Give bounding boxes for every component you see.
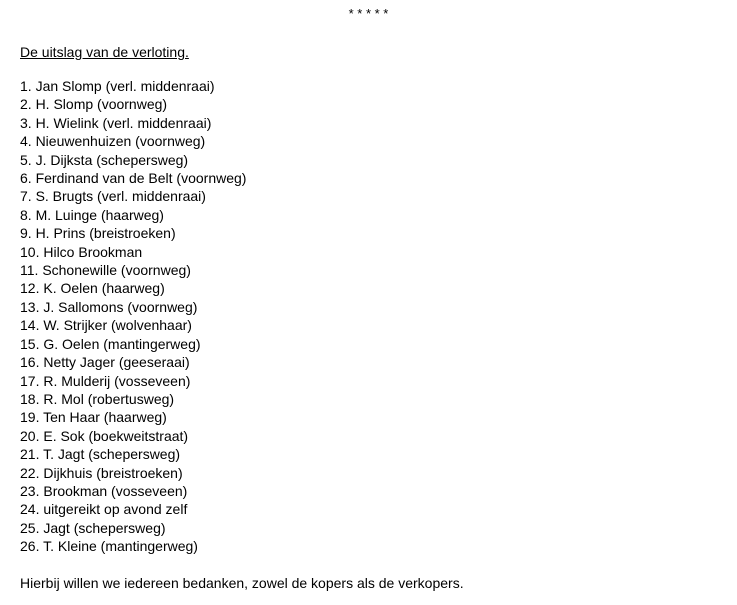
list-item: 18. R. Mol (robertusweg) xyxy=(20,390,175,407)
list-item: 25. Jagt (schepersweg) xyxy=(20,519,166,536)
list-item: 5. J. Dijksta (schepersweg) xyxy=(20,151,189,168)
list-item: 12. K. Oelen (haarweg) xyxy=(20,280,165,297)
page-title: De uitslag van de verloting. xyxy=(20,44,189,60)
list-item: 15. G. Oelen (mantingerweg) xyxy=(20,335,201,352)
list-item: 23. Brookman (vosseveen) xyxy=(20,482,188,499)
list-item: 7. S. Brugts (verl. middenraai) xyxy=(20,188,206,205)
list-item: 21. T. Jagt (schepersweg) xyxy=(20,446,181,463)
list-item: 17. R. Mulderij (vosseveen) xyxy=(20,372,191,389)
separator-stars: * * * * * xyxy=(348,6,389,21)
list-item: 9. H. Prins (breistroeken) xyxy=(20,225,176,242)
list-item: 24. uitgereikt op avond zelf xyxy=(20,501,188,518)
list-item: 19. Ten Haar (haarweg) xyxy=(20,409,167,426)
list-item: 8. M. Luinge (haarweg) xyxy=(20,206,164,223)
list-item: 4. Nieuwenhuizen (voornweg) xyxy=(20,133,206,150)
list-item: 14. W. Strijker (wolvenhaar) xyxy=(20,317,192,334)
list-item: 6. Ferdinand van de Belt (voornweg) xyxy=(20,170,247,187)
list-item: 20. E. Sok (boekweitstraat) xyxy=(20,427,189,444)
list-item: 16. Netty Jager (geeseraai) xyxy=(20,354,190,371)
list-item: 2. H. Slomp (voornweg) xyxy=(20,96,168,113)
closing-text: Hierbij willen we iedereen bedanken, zowel de kopers als de verkopers. xyxy=(20,575,464,591)
list-item: 1. Jan Slomp (verl. middenraai) xyxy=(20,78,215,94)
list-item: 10. Hilco Brookman xyxy=(20,243,143,260)
list-item: 3. H. Wielink (verl. middenraai) xyxy=(20,114,212,131)
results-list xyxy=(20,77,246,556)
list-item: 11. Schonewille (voornweg) xyxy=(20,262,191,279)
list-item: 26. T. Kleine (mantingerweg) xyxy=(20,538,198,555)
list-item: 13. J. Sallomons (voornweg) xyxy=(20,298,198,315)
list-item: 22. Dijkhuis (breistroeken) xyxy=(20,464,183,481)
